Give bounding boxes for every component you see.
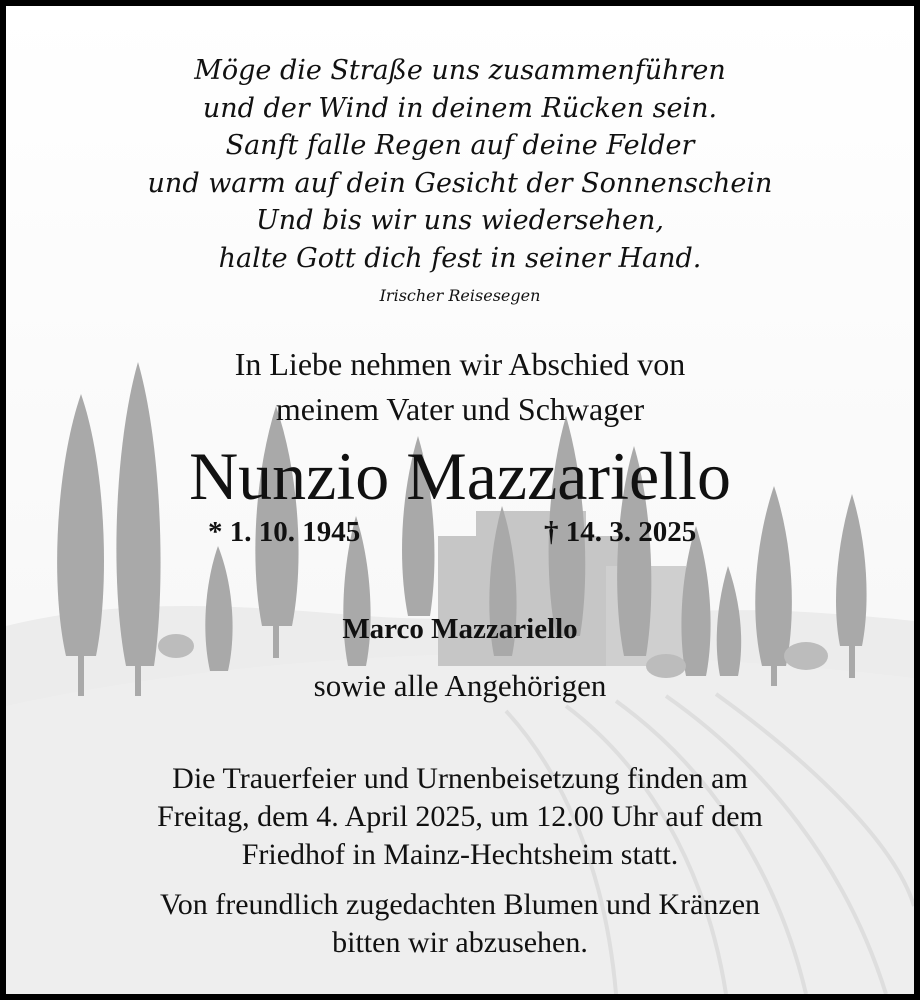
poem-line: Sanft falle Regen auf deine Felder [225,130,695,161]
service-details [6,760,914,874]
poem-verse [6,52,914,277]
service-line: Friedhof in Mainz-Hechtsheim statt. [241,838,679,871]
poem-line: Möge die Straße uns zusammenführen [194,55,726,86]
farewell-intro [6,342,914,432]
intro-line: In Liebe nehmen wir Abschied von [234,346,686,382]
flowers-line: bitten wir abzusehen. [332,926,588,959]
deceased-name: Nunzio Mazzariello [189,438,731,514]
birth-date: * 1. 10. 1945 [208,516,361,548]
poem-line: und der Wind in deinem Rücken sein. [202,92,718,124]
death-date: † 14. 3. 2025 [544,516,697,548]
mourner-relatives: sowie alle Angehörigen [313,668,607,703]
flowers-note [6,886,914,962]
poem-line: und warm auf dein Gesicht der Sonnenschein [147,167,773,199]
intro-line: meinem Vater und Schwager [275,391,645,427]
mourner-name: Marco Mazzariello [342,613,578,645]
service-line: Die Trauerfeier und Urnenbeisetzung finden am [172,762,748,795]
service-line: Freitag, dem 4. April 2025, um 12.00 Uhr auf dem [157,800,763,833]
poem-line: halte Gott dich fest in seiner Hand. [218,242,702,274]
poem-line: Und bis wir uns wiedersehen, [256,205,664,236]
flowers-line: Von freundlich zugedachten Blumen und Kränzen [159,888,761,921]
poem-attribution: Irischer Reisesegen [379,286,541,305]
